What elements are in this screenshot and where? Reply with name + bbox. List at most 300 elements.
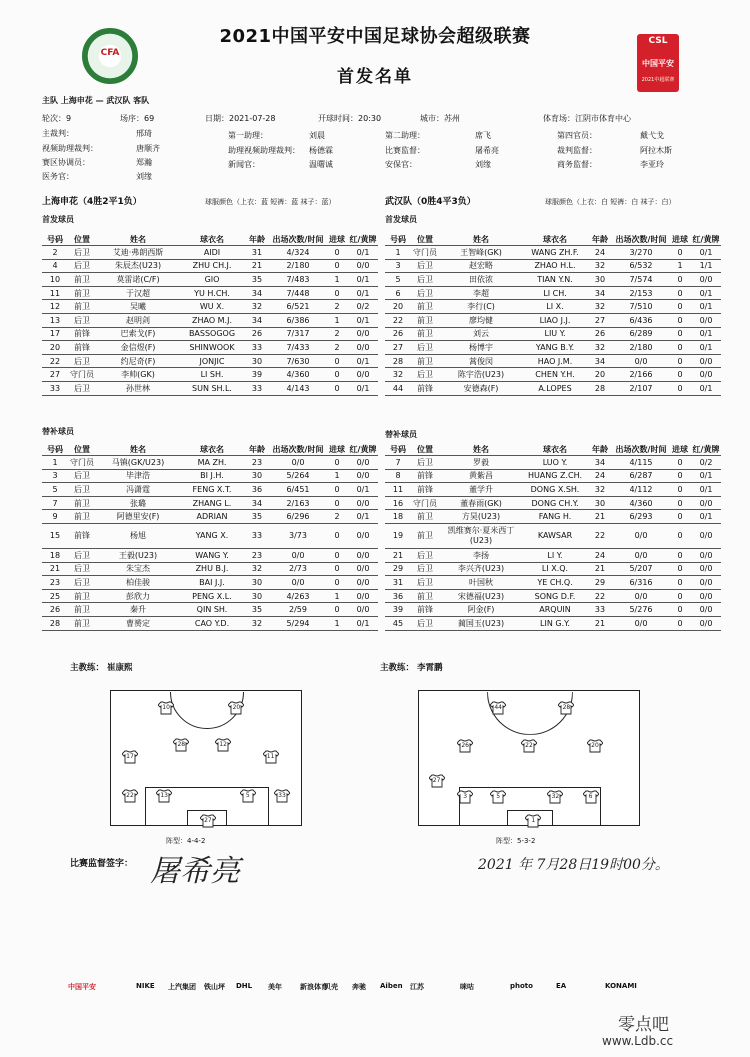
table-cell: 0 — [669, 368, 691, 382]
table-cell: 2/153 — [613, 286, 669, 300]
sponsor-logo: 美年 — [268, 983, 282, 991]
table-cell: 7/630 — [270, 354, 326, 368]
table-cell: 5/276 — [613, 603, 669, 617]
table-cell: 后卫 — [68, 313, 96, 327]
table-cell: HAO J.M. — [523, 354, 587, 368]
table-row — [385, 368, 721, 382]
table-cell: 0 — [326, 246, 348, 260]
table-cell: 前锋 — [68, 523, 96, 548]
player-shirt-icon: 11 — [263, 750, 279, 764]
home-kit-colors: 球服颜色（上衣：蓝 短裤：蓝 袜子：蓝） — [205, 198, 336, 206]
table-cell: 1 — [669, 259, 691, 273]
official-label: 第四官员： — [557, 131, 597, 140]
table-cell: 33 — [244, 381, 270, 395]
table-cell: 李超 — [439, 286, 523, 300]
away-subs-label: 替补球员 — [385, 430, 417, 439]
table-cell: 3 — [385, 259, 411, 273]
table-cell: 前卫 — [411, 523, 439, 548]
table-cell: DONG X.SH. — [523, 483, 587, 497]
table-cell: 0/0 — [691, 616, 721, 630]
table-cell: 2 — [326, 341, 348, 355]
csl-logo: CSL 中国平安 2021中超联赛 — [637, 34, 679, 92]
official-value: 刘缘 — [136, 172, 152, 181]
table-cell: 李扬 — [439, 548, 523, 562]
match-stadium: 体育场：江阴市体育中心 — [543, 114, 631, 123]
table-cell: 叶国秋 — [439, 576, 523, 590]
sponsor-logo: NIKE — [136, 982, 155, 990]
column-header: 进球 — [326, 233, 348, 246]
table-cell: 马镇(GK/U23) — [96, 456, 180, 470]
table-cell: 后卫 — [411, 562, 439, 576]
table-cell: 0 — [326, 483, 348, 497]
table-cell: ZHU B.J. — [180, 562, 244, 576]
sponsor-logo: 上汽集团 — [168, 983, 196, 991]
table-cell: 0/0 — [691, 368, 721, 382]
table-cell: 0/1 — [691, 469, 721, 483]
column-header: 位置 — [411, 233, 439, 246]
player-shirt-icon: 44 — [490, 701, 506, 715]
table-cell: 2 — [326, 510, 348, 524]
table-cell: 4/143 — [270, 381, 326, 395]
table-cell: CHEN Y.H. — [523, 368, 587, 382]
table-cell: 2 — [326, 327, 348, 341]
table-cell: 0/1 — [348, 273, 378, 287]
player-shirt-icon: 20 — [228, 701, 244, 715]
table-row — [385, 483, 721, 497]
table-cell: 陈宇浩(U23) — [439, 368, 523, 382]
table-cell: 18 — [42, 548, 68, 562]
table-cell: 0 — [669, 286, 691, 300]
table-cell: 守门员 — [68, 368, 96, 382]
table-cell: 1/1 — [691, 259, 721, 273]
table-cell: 守门员 — [68, 456, 96, 470]
table-cell: 34 — [244, 496, 270, 510]
table-cell: 0/0 — [348, 603, 378, 617]
sponsor-logo: DHL — [236, 982, 253, 990]
table-row — [42, 354, 378, 368]
table-row — [42, 576, 378, 590]
table-cell: 杨博宇 — [439, 341, 523, 355]
table-cell: 2/107 — [613, 381, 669, 395]
table-cell: 3 — [42, 469, 68, 483]
watermark-text: 零点吧 — [618, 1015, 669, 1035]
table-cell: 董春雨(GK) — [439, 496, 523, 510]
table-cell: 赵明剑 — [96, 313, 180, 327]
table-cell: 0 — [669, 576, 691, 590]
column-header: 位置 — [68, 233, 96, 246]
away-formation-pitch — [418, 690, 640, 826]
table-cell: 0 — [669, 246, 691, 260]
table-row — [42, 548, 378, 562]
table-cell: 后卫 — [68, 381, 96, 395]
table-cell: 0/1 — [691, 341, 721, 355]
table-cell: 30 — [587, 496, 613, 510]
table-row — [42, 286, 378, 300]
table-cell: MA ZH. — [180, 456, 244, 470]
table-cell: 0/0 — [348, 589, 378, 603]
official-label: 赛区协调员： — [42, 158, 90, 167]
table-cell: 5/294 — [270, 616, 326, 630]
table-cell: 0/0 — [691, 603, 721, 617]
watermark-url: www.Ldb.cc — [602, 1034, 674, 1048]
player-shirt-icon: 27 — [429, 774, 445, 788]
table-cell: 28 — [587, 381, 613, 395]
table-cell: ZHAO H.L. — [523, 259, 587, 273]
table-cell: 2/180 — [270, 259, 326, 273]
table-cell: YANG X. — [180, 523, 244, 548]
home-coach: 主教练： 崔康熙 — [70, 663, 133, 673]
table-cell: 李兴齐(U23) — [439, 562, 523, 576]
official-value: 屠希亮 — [475, 146, 499, 155]
table-cell: 6/316 — [613, 576, 669, 590]
match-teams: 主队 上海申花 — 武汉队 客队 — [42, 96, 150, 105]
table-row — [42, 603, 378, 617]
table-cell: 张璐 — [96, 496, 180, 510]
table-cell: 于汉超 — [96, 286, 180, 300]
away-starting-table — [385, 233, 721, 396]
table-cell: 朱宝杰 — [96, 562, 180, 576]
table-cell: 4/360 — [613, 496, 669, 510]
table-cell: 前锋 — [411, 469, 439, 483]
table-cell: 0 — [669, 523, 691, 548]
table-cell: 22 — [385, 313, 411, 327]
table-cell: 后卫 — [411, 259, 439, 273]
table-cell: 5/207 — [613, 562, 669, 576]
match-date: 日期：2021-07-28 — [205, 114, 276, 123]
table-cell: 8 — [385, 469, 411, 483]
table-cell: 黄紫昌 — [439, 469, 523, 483]
table-cell: BASSOGOG — [180, 327, 244, 341]
table-cell: 后卫 — [411, 548, 439, 562]
table-cell: 18 — [385, 510, 411, 524]
table-cell: 27 — [42, 368, 68, 382]
table-cell: 6 — [385, 286, 411, 300]
table-cell: 21 — [587, 616, 613, 630]
column-header: 位置 — [68, 443, 96, 456]
table-cell: 22 — [42, 354, 68, 368]
table-row — [42, 523, 378, 548]
official-label: 第一助理： — [228, 131, 268, 140]
official-value: 温曙诚 — [309, 160, 333, 169]
column-header: 出场次数/时间 — [270, 233, 326, 246]
column-header: 进球 — [669, 233, 691, 246]
table-cell: 30 — [587, 273, 613, 287]
table-cell: 4/263 — [270, 589, 326, 603]
table-cell: 32 — [587, 259, 613, 273]
table-cell: 0/1 — [348, 616, 378, 630]
official-value: 郑瀚 — [136, 158, 152, 167]
table-cell: 15 — [42, 523, 68, 548]
table-row — [42, 259, 378, 273]
table-cell: 0 — [669, 300, 691, 314]
column-header: 球衣名 — [180, 233, 244, 246]
table-cell: 32 — [587, 483, 613, 497]
table-cell: 34 — [587, 286, 613, 300]
table-cell: 0 — [669, 273, 691, 287]
sponsor-logo: 江苏 — [410, 983, 424, 991]
table-cell: 前卫 — [411, 300, 439, 314]
official-label: 商务监督： — [557, 160, 597, 169]
table-cell: 27 — [385, 341, 411, 355]
column-header: 年龄 — [587, 233, 613, 246]
table-cell: 0 — [669, 510, 691, 524]
table-cell: SONG D.F. — [523, 589, 587, 603]
table-cell: 前卫 — [411, 589, 439, 603]
table-cell: 1 — [385, 246, 411, 260]
official-label: 安保官： — [385, 160, 417, 169]
table-cell: 前卫 — [68, 603, 96, 617]
table-cell: 前卫 — [411, 327, 439, 341]
table-cell: 1 — [326, 469, 348, 483]
table-cell: 柏佳骏 — [96, 576, 180, 590]
table-cell: 前卫 — [68, 616, 96, 630]
table-cell: 后卫 — [411, 456, 439, 470]
table-cell: WANG ZH.F. — [523, 246, 587, 260]
table-cell: 0 — [669, 496, 691, 510]
table-cell: 21 — [42, 562, 68, 576]
table-cell: 毕津浩 — [96, 469, 180, 483]
table-cell: 0/0 — [691, 273, 721, 287]
table-cell: 32 — [587, 341, 613, 355]
signature-label: 比赛监督签字： — [70, 859, 134, 869]
away-formation: 阵型：5-3-2 — [496, 837, 536, 845]
sponsor-logo: 中国平安 — [68, 983, 96, 991]
table-cell: 0/0 — [270, 576, 326, 590]
player-shirt-icon: 1 — [525, 814, 541, 828]
table-cell: PENG X.L. — [180, 589, 244, 603]
table-cell: 13 — [42, 313, 68, 327]
table-cell: 后卫 — [68, 562, 96, 576]
table-cell: SUN SH.L. — [180, 381, 244, 395]
table-row — [385, 273, 721, 287]
column-header: 红/黄牌 — [349, 444, 377, 454]
table-cell: YE CH.Q. — [523, 576, 587, 590]
table-cell: 44 — [385, 381, 411, 395]
table-cell: 田依浓 — [439, 273, 523, 287]
table-cell: BI J.H. — [180, 469, 244, 483]
home-team-name: 上海申花（4胜2平1负） — [42, 197, 142, 207]
table-cell: 23 — [244, 456, 270, 470]
table-row — [42, 300, 378, 314]
player-shirt-icon: 3 — [457, 790, 473, 804]
table-cell: 0/0 — [691, 562, 721, 576]
column-header: 球衣名 — [523, 233, 587, 246]
table-cell: 39 — [385, 603, 411, 617]
table-cell: 后卫 — [68, 548, 96, 562]
table-cell: 后卫 — [411, 341, 439, 355]
table-cell: 24 — [587, 246, 613, 260]
table-cell: 前锋 — [68, 341, 96, 355]
table-row — [385, 616, 721, 630]
table-cell: LUO Y. — [523, 456, 587, 470]
table-cell: 蒿俊闵 — [439, 354, 523, 368]
home-subs-label: 替补球员 — [42, 427, 74, 436]
match-round: 轮次：9 — [42, 114, 72, 123]
table-cell: 后卫 — [411, 273, 439, 287]
official-label: 助理视频助理裁判： — [228, 146, 300, 155]
table-cell: 34 — [244, 286, 270, 300]
sponsor-logo: 铁山坪 — [204, 983, 225, 991]
table-cell: 7/510 — [613, 300, 669, 314]
home-subs-table — [42, 443, 378, 631]
table-cell: 0 — [669, 548, 691, 562]
table-cell: 0 — [669, 354, 691, 368]
table-cell: 0/0 — [691, 523, 721, 548]
table-cell: LI X. — [523, 300, 587, 314]
table-cell: 前卫 — [411, 510, 439, 524]
table-cell: 蔺国玉(U23) — [439, 616, 523, 630]
table-cell: 0/0 — [691, 496, 721, 510]
table-cell: 0/0 — [348, 548, 378, 562]
page-title: 2021中国平安中国足球协会超级联赛 — [219, 26, 531, 47]
table-row — [42, 273, 378, 287]
table-cell: BAI J.J. — [180, 576, 244, 590]
table-cell: 1 — [42, 456, 68, 470]
table-cell: 巴索戈(F) — [96, 327, 180, 341]
table-cell: 20 — [385, 300, 411, 314]
table-cell: 安德森(F) — [439, 381, 523, 395]
official-value: 戴弋戈 — [640, 131, 664, 140]
table-cell: 0/1 — [348, 483, 378, 497]
table-cell: 3/73 — [270, 523, 326, 548]
table-row — [42, 496, 378, 510]
column-header: 进球 — [326, 443, 348, 456]
sponsor-logo: KONAMI — [605, 982, 637, 990]
sponsor-logo: photo — [510, 982, 533, 990]
table-cell: 0 — [326, 259, 348, 273]
table-cell: 杨旭 — [96, 523, 180, 548]
table-cell: 0 — [326, 456, 348, 470]
table-cell: 朱辰杰(U23) — [96, 259, 180, 273]
table-cell: 前锋 — [411, 381, 439, 395]
player-shirt-icon: 26 — [457, 739, 473, 753]
table-cell: 0 — [326, 576, 348, 590]
table-cell: LIN G.Y. — [523, 616, 587, 630]
table-row — [385, 300, 721, 314]
table-cell: 6/521 — [270, 300, 326, 314]
table-cell: 0 — [669, 589, 691, 603]
table-cell: 0/1 — [348, 510, 378, 524]
table-row — [385, 603, 721, 617]
player-shirt-icon: 28 — [173, 738, 189, 752]
table-cell: 29 — [385, 562, 411, 576]
column-header: 年龄 — [587, 443, 613, 456]
player-shirt-icon: 5 — [490, 790, 506, 804]
table-cell: 0/2 — [691, 456, 721, 470]
table-cell: 0/1 — [691, 246, 721, 260]
table-cell: 0/1 — [348, 246, 378, 260]
table-cell: 16 — [385, 496, 411, 510]
table-cell: 33 — [587, 603, 613, 617]
table-cell: 30 — [244, 589, 270, 603]
table-cell: 23 — [244, 548, 270, 562]
table-cell: 王智峰(GK) — [439, 246, 523, 260]
column-header: 姓名 — [439, 233, 523, 246]
away-kit-colors: 球服颜色（上衣：白 短裤：白 袜子：白） — [545, 198, 676, 206]
home-formation: 阵型：4-4-2 — [166, 837, 206, 845]
table-cell: 29 — [587, 576, 613, 590]
column-header: 红/黄牌 — [692, 234, 720, 244]
match-city: 城市：苏州 — [420, 114, 460, 123]
column-header: 位置 — [411, 443, 439, 456]
table-cell: 0/0 — [348, 496, 378, 510]
table-cell: 7 — [385, 456, 411, 470]
table-cell: ZHANG L. — [180, 496, 244, 510]
table-cell: 董学升 — [439, 483, 523, 497]
table-cell: 5 — [42, 483, 68, 497]
table-cell: 11 — [42, 286, 68, 300]
table-cell: 彭欣力 — [96, 589, 180, 603]
table-cell: 4/360 — [270, 368, 326, 382]
table-cell: 33 — [244, 341, 270, 355]
column-header: 号码 — [385, 233, 411, 246]
table-row — [385, 523, 721, 548]
table-cell: 2/73 — [270, 562, 326, 576]
table-row — [42, 616, 378, 630]
player-shirt-icon: 33 — [274, 789, 290, 803]
match-number: 场序：69 — [120, 114, 155, 123]
table-cell: 21 — [587, 562, 613, 576]
table-cell: 0/1 — [348, 354, 378, 368]
sponsor-logo: EA — [556, 982, 567, 990]
table-cell: 31 — [385, 576, 411, 590]
table-row — [42, 483, 378, 497]
table-row — [42, 456, 378, 470]
official-value: 李亚玲 — [640, 160, 664, 169]
table-row — [385, 286, 721, 300]
table-cell: 刘云 — [439, 327, 523, 341]
table-cell: DONG CH.Y. — [523, 496, 587, 510]
table-cell: 0/0 — [348, 469, 378, 483]
table-cell: 4 — [42, 259, 68, 273]
table-cell: ZHAO M.J. — [180, 313, 244, 327]
table-cell: 前锋 — [68, 327, 96, 341]
table-cell: ADRIAN — [180, 510, 244, 524]
column-header: 进球 — [669, 443, 691, 456]
table-cell: 34 — [587, 456, 613, 470]
table-cell: SHINWOOK — [180, 341, 244, 355]
table-cell: 3/270 — [613, 246, 669, 260]
table-cell: 后卫 — [68, 469, 96, 483]
official-label: 第二助理： — [385, 131, 425, 140]
table-cell: 守门员 — [411, 496, 439, 510]
table-cell: 21 — [244, 259, 270, 273]
table-cell: 2 — [42, 246, 68, 260]
table-cell: 1 — [326, 273, 348, 287]
table-cell: 7/433 — [270, 341, 326, 355]
table-cell: 17 — [42, 327, 68, 341]
table-cell: 方昊(U23) — [439, 510, 523, 524]
table-cell: 4/115 — [613, 456, 669, 470]
table-cell: 前卫 — [68, 589, 96, 603]
center-circle — [487, 649, 573, 735]
table-cell: 约尼奇(F) — [96, 354, 180, 368]
table-cell: 0/0 — [691, 548, 721, 562]
table-cell: 6/293 — [613, 510, 669, 524]
table-cell: 秦升 — [96, 603, 180, 617]
table-cell: 前卫 — [68, 273, 96, 287]
table-cell: 后卫 — [411, 576, 439, 590]
table-cell: 0/0 — [691, 589, 721, 603]
table-cell: 0/0 — [348, 341, 378, 355]
table-cell: AIDI — [180, 246, 244, 260]
table-row — [42, 510, 378, 524]
table-cell: 30 — [244, 469, 270, 483]
table-cell: 后卫 — [411, 616, 439, 630]
table-cell: 前卫 — [411, 354, 439, 368]
table-cell: 后卫 — [68, 483, 96, 497]
table-cell: HUANG Z.CH. — [523, 469, 587, 483]
